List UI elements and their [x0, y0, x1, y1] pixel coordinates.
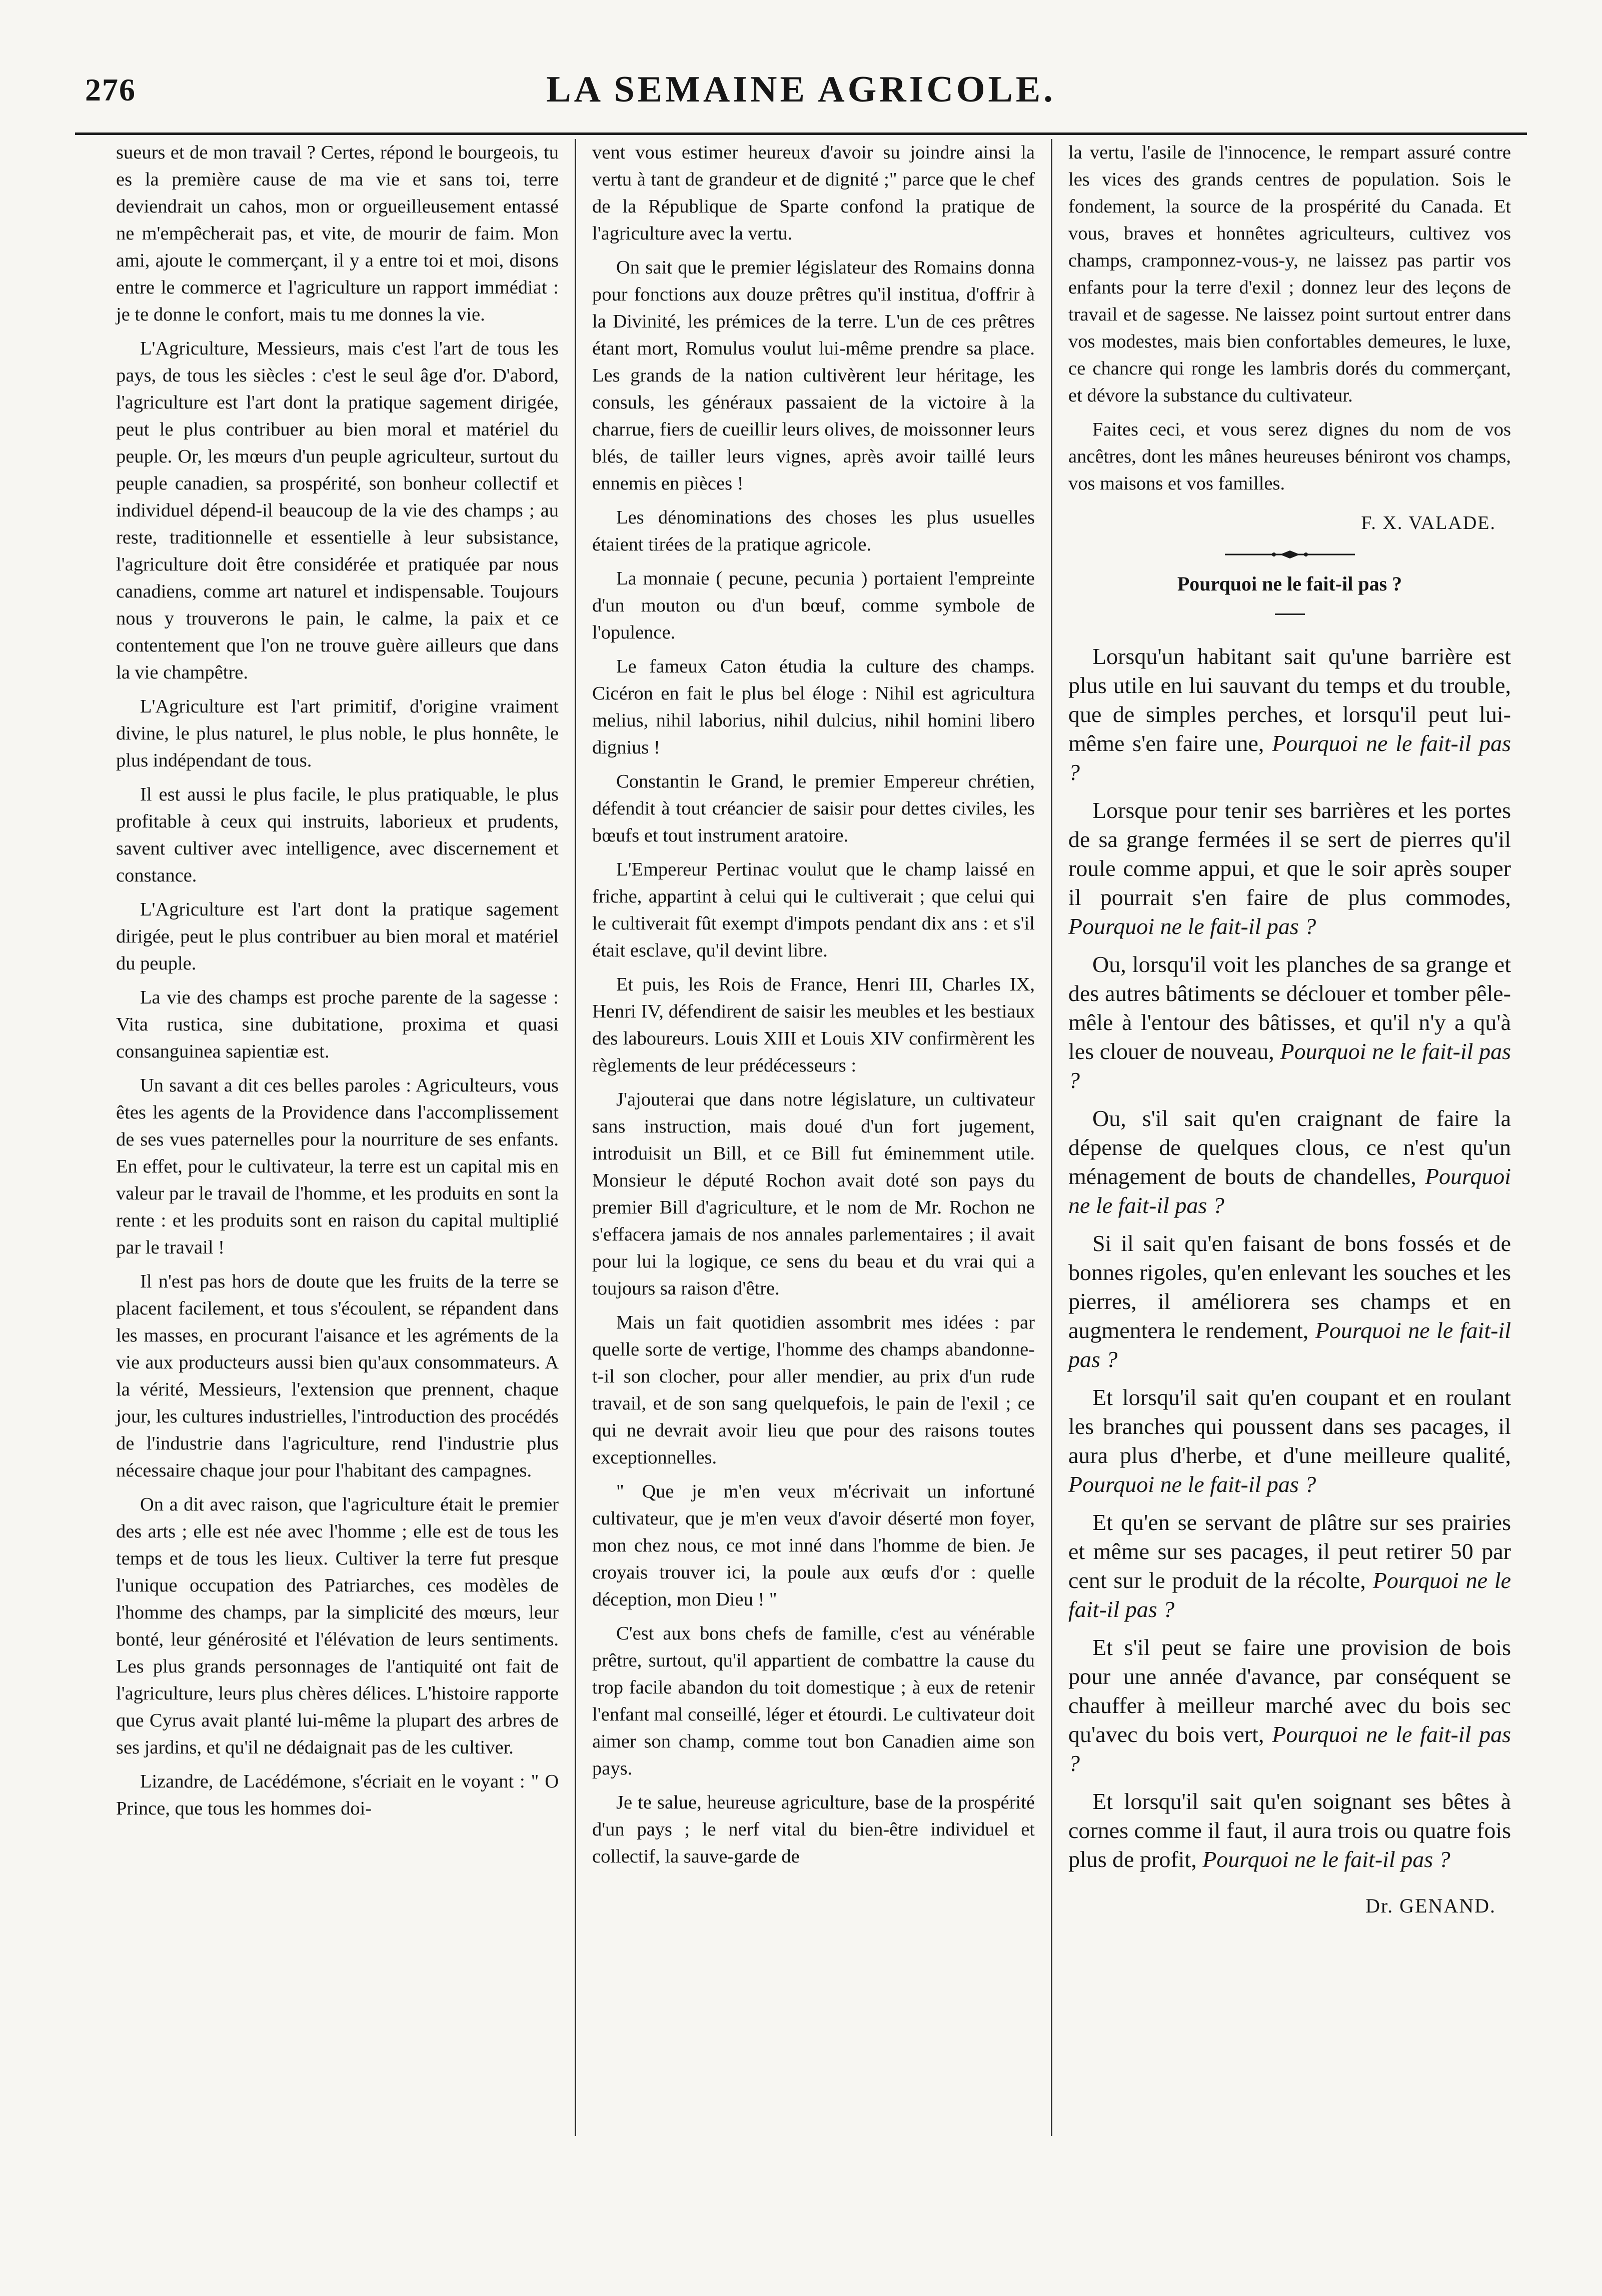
paragraph: Je te salue, heureuse agriculture, base de la prospérité d'un pays ; le nerf vital du bien-être individuel et collectif, la sauve-garde de	[592, 1792, 1035, 1867]
column-3	[1051, 139, 1527, 2136]
paragraph: J'ajouterai que dans notre législature, un cultivateur sans instruction, mais doué d'un fort jugement, introduisit un Bill, et ce Bill fut éminemment utile. Monsieur le député Rochon avait doté son pays du premier Bill d'agriculture, et le nom de Mr. Rochon ne s'effacera jamais de nos annales parlementaires ; il avait pour lui la logique, ce sens du beau et du vrai qui a toujours sa raison d'être.	[592, 1089, 1035, 1299]
author-signature: F. X. VALADE.	[1361, 512, 1496, 534]
question-paragraph: Et qu'en se servant de plâtre sur ses prairies et même sur ses pacages, il peut retirer 50 par cent sur le produit de la récolte, Pourquoi ne le fait-il pas ?	[1068, 1510, 1511, 1622]
paragraph: La monnaie ( pecune, pecunia ) portaient l'empreinte d'un mouton ou d'un bœuf, comme symbole de l'opulence.	[592, 568, 1035, 643]
article-1-ending	[1068, 139, 1511, 534]
paragraph: Constantin le Grand, le premier Empereur chrétien, défendit à tout créancier de saisir pour dettes civiles, les bœufs et tout instrument aratoire.	[592, 771, 1035, 846]
paragraph: L'Agriculture est l'art dont la pratique sagement dirigée, peut le plus contribuer au bien moral et matériel du peuple.	[116, 899, 559, 974]
paragraph: sueurs et de mon travail ? Certes, répond le bourgeois, tu es la première cause de ma vie et sans toi, terre deviendrait un cahos, mon or orgueilleusement entassé ne m'empêcherait pas, et vite, de mourir de faim. Mon ami, ajoute le commerçant, il y a entre toi et moi, disons entre le commerce et l'agriculture un rapport immédiat : je te donne le confort, mais tu me donnes la vie.	[116, 142, 559, 325]
paragraph: la vertu, l'asile de l'innocence, le rempart assuré contre les vices des grands centres de population. Sois le fondement, la source de la prospérité du Canada. Et vous, braves et honnêtes agriculteurs, cultivez vos champs, cramponnez-vous-y, ne laissez pas partir vos enfants pour la terre d'exil ; donnez leur des leçons de travail et de sagesse. Ne laissez point surtout entrer dans vos modestes, mais bien confortables demeures, le luxe, ce chancre qui ronge les lambris dorés du commerçant, et dévore la substance du cultivateur.	[1068, 142, 1511, 406]
paragraph: L'Agriculture est l'art primitif, d'origine vraiment divine, le plus naturel, le plus noble, le plus honnête, le plus indépendant de tous.	[116, 696, 559, 771]
paragraph: Le fameux Caton étudia la culture des champs. Cicéron en fait le plus bel éloge : Nihil est agricultura melius, nihil laborius, nihil dulcius, nihil homini libero dignius !	[592, 656, 1035, 758]
paragraph: On a dit avec raison, que l'agriculture était le premier des arts ; elle est née avec l'homme ; elle est de tous les temps et de tous les lieux. Cultiver la terre fut presque l'unique occupation des Patriarches, ces modèles de l'homme des champs, par la simplicité des mœurs, leur bonté, leur générosité et l'élévation de leurs sentiments. Les plus grands personnages de l'antiquité ont fait de l'agriculture, leurs plus chères délices. L'histoire rapporte que Cyrus avait planté lui-même la plupart des arbres de ses jardins, et qu'il ne dédaignait pas de les cultiver.	[116, 1494, 559, 1758]
question-paragraph: Et lorsqu'il sait qu'en soignant ses bêtes à cornes comme il faut, il aura trois ou quatre fois plus de profit, Pourquoi ne le fait-il pas ?	[1068, 1788, 1511, 1872]
question-paragraph: Ou, lorsqu'il voit les planches de sa grange et des autres bâtiments se déclouer et tomber pêle-mêle à l'entour des bâtisses, et qu'il n'y a qu'à les clouer de nouveau, Pourquoi ne le fait-il pas ?	[1068, 952, 1511, 1093]
paragraph: L'Agriculture, Messieurs, mais c'est l'art de tous les pays, de tous les siècles : c'est le seul âge d'or. D'abord, l'agriculture est l'art dont la pratique sagement dirigée, peut le plus contribuer au bien moral et matériel du peuple. Or, les mœurs d'un peuple agriculteur, surtout du peuple canadien, sa prospérité, son bonheur collectif et individuel dépend-il beaucoup de la vie des champs ; au reste, traditionnelle et essentielle à leur subsistance, l'agriculture doit être considérée et pratiquée par nous canadiens, comme art naturel et indispensable. Toujours nous y trouverons le pain, le calme, la paix et ce contentement que l'on ne trouve guère ailleurs que dans la vie champêtre.	[116, 338, 559, 683]
column-2	[575, 139, 1051, 2136]
paragraph: Il est aussi le plus facile, le plus pratiquable, le plus profitable à ceux qui instruits, laborieux et prudents, savent cultiver avec intelligence, avec discernement et constance.	[116, 784, 559, 886]
paragraph: L'Empereur Pertinac voulut que le champ laissé en friche, appartint à celui qui le cultiverait ; que celui qui le cultiverait fût exempt d'impots pendant dix ans : et s'il était esclave, qu'il devint libre.	[592, 859, 1035, 961]
paragraph: On sait que le premier législateur des Romains donna pour fonctions aux douze prêtres qu'il institua, d'offrir à la Divinité, les prémices de la terre. L'un de ces prêtres étant mort, Romulus voulut lui-même prendre sa place. Les grands de la nation cultivèrent leur héritage, les consuls, les généraux passaient de la victoire à la charrue, fiers de cueillir leurs olives, de moissonner leurs blés, de tailler leurs vignes, après avoir taillé leurs ennemis en pièces !	[592, 257, 1035, 494]
question-paragraph: Lorsqu'un habitant sait qu'une barrière est plus utile en lui sauvant du temps et du trouble, que de simples perches, et lorsqu'il peut lui-même s'en faire une, Pourquoi ne le fait-il pas ?	[1068, 644, 1511, 785]
page-number: 276	[85, 72, 136, 108]
question-paragraph: Et lorsqu'il sait qu'en coupant et en roulant les branches qui poussent dans ses pacages, il aura plus d'herbe, et d'une meilleure qualité, Pourquoi ne le fait-il pas ?	[1068, 1384, 1511, 1497]
question-paragraph: Et s'il peut se faire une provision de bois pour une année d'avance, par conséquent se chauffer à meilleur marché avec du bois sec qu'avec du bois vert, Pourquoi ne le fait-il pas ?	[1068, 1634, 1511, 1776]
paragraph: Faites ceci, et vous serez dignes du nom de vos ancêtres, dont les mânes heureuses béniront vos champs, vos maisons et vos familles.	[1068, 419, 1511, 494]
paragraph: " Que je m'en veux m'écrivait un infortuné cultivateur, que je m'en veux d'avoir déserté mon foyer, mon chez nous, ce mot inné dans l'homme de bien. Je croyais trouver ici, la poule aux œufs d'or : quelle déception, mon Dieu ! "	[592, 1481, 1035, 1610]
paragraph: Un savant a dit ces belles paroles : Agriculteurs, vous êtes les agents de la Providence dans l'accomplissement de ses vues paternelles pour la nourriture de ses enfants. En effet, pour le cultivateur, la terre est un capital mis en valeur par le travail de l'homme, et les produits en sont la rente : et les produits sont en raison du capital multiplié par le travail !	[116, 1075, 559, 1258]
column-1	[100, 139, 575, 2136]
paragraph: Lizandre, de Lacédémone, s'écriait en le voyant : " O Prince, que tous les hommes doi-	[116, 1771, 559, 1819]
paragraph: Les dénominations des choses les plus usuelles étaient tirées de la pratique agricole.	[592, 507, 1035, 555]
paragraph: Et puis, les Rois de France, Henri III, Charles IX, Henri IV, défendirent de saisir les meubles et les bestiaux des laboureurs. Louis XIII et Louis XIV confirmèrent les règlements de leur prédécesseurs :	[592, 974, 1035, 1076]
paragraph: C'est aux bons chefs de famille, c'est au vénérable prêtre, surtout, qu'il appartient de combattre la cause du trop facile abandon du toit domestique ; à eux de retenir l'enfant mal conseillé, léger et étourdi. Le cultivateur doit aimer son champ, comme tout bon Canadien aime son pays.	[592, 1623, 1035, 1779]
title-rule	[1275, 614, 1305, 615]
ornament-divider-icon	[1220, 549, 1360, 560]
question-paragraph: Si il sait qu'en faisant de bons fossés et de bonnes rigoles, qu'en enlevant les souches et les pierres, il améliorera ses champs et en augmentera le rendement, Pourquoi ne le fait-il pas ?	[1068, 1230, 1511, 1372]
article-title: Pourquoi ne le fait-il pas ?	[1177, 572, 1402, 595]
question-paragraph: Lorsque pour tenir ses barrières et les portes de sa grange fermées il se sert de pierres qu'il roule comme appui, et que le soir après souper il pourrait s'en faire de plus commodes, Pourquoi ne le fait-il pas ?	[1068, 798, 1511, 939]
text-columns	[100, 139, 1527, 2136]
paragraph: La vie des champs est proche parente de la sagesse : Vita rustica, sine dubitatione, proxima et quasi consanguinea sapientiæ est.	[116, 987, 559, 1062]
journal-title: LA SEMAINE AGRICOLE.	[546, 69, 1056, 110]
author-signature: Dr. GENAND.	[1365, 1894, 1496, 1917]
question-paragraph: Ou, s'il sait qu'en craignant de faire la dépense de quelques clous, ce n'est qu'un ménagement de bouts de chandelles, Pourquoi ne le fait-il pas ?	[1068, 1106, 1511, 1218]
paragraph: Il n'est pas hors de doute que les fruits de la terre se placent facilement, et tous s'écoulent, se répandent dans les masses, en procurant l'aisance et les agréments de la vie aux producteurs aussi bien qu'aux consommateurs. A la vérité, Messieurs, l'extension que prennent, chaque jour, les cultures industrielles, l'introduction des procédés de l'industrie dans l'agriculture, rend l'industrie plus nécessaire chaque jour pour l'habitant des campagnes.	[116, 1271, 559, 1481]
paragraph: Mais un fait quotidien assombrit mes idées : par quelle sorte de vertige, l'homme des champs abandonne-t-il son clocher, pour aller mendier, au prix d'un rude travail, et de son sang quelquefois, le pain de l'exil ; ce qui ne devrait avoir lieu que pour des raisons toutes exceptionnelles.	[592, 1312, 1035, 1468]
paragraph: vent vous estimer heureux d'avoir su joindre ainsi la vertu à tant de grandeur et de dignité ;" parce que le chef de la République de Sparte confond la pratique de l'agriculture avec la vertu.	[592, 142, 1035, 244]
page-header	[75, 62, 1527, 135]
article-2-body	[1068, 642, 1511, 1918]
